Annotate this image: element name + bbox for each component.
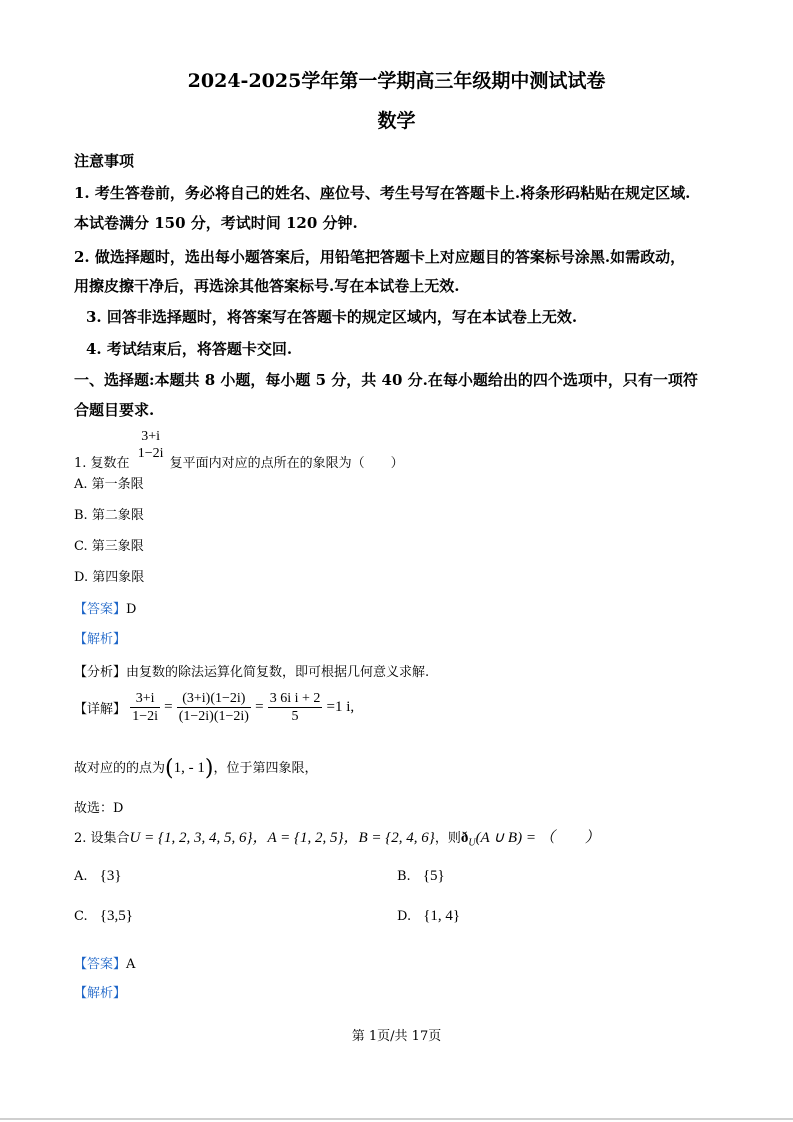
question-1-option-a: A. 第一条限 — [74, 477, 144, 492]
notice-heading: 注意事项 — [74, 152, 135, 170]
question-1-fenxi: 【分析】由复数的除法运算化简复数，即可根据几何意义求解. — [74, 665, 430, 680]
notice-item-1-line-2: 本试卷满分 150 分，考试时间 120 分钟. — [74, 214, 358, 232]
question-2-analysis-tag: 【解析】 — [74, 986, 127, 1001]
question-2-option-d: D. {1, 4} — [397, 908, 461, 924]
question-1-answer: 【答案】D — [74, 602, 137, 617]
question-1-fraction: 3+i 1−2i — [137, 429, 164, 461]
exam-title: 2024-2025学年第一学期高三年级期中测试试卷 — [187, 70, 606, 92]
equation-fraction-1: $\frac{3+i}{1-2i}$ — [132, 691, 158, 724]
notice-item-3: 3. 回答非选择题时，将答案写在答题卡的规定区域内，写在本试卷上无效. — [86, 308, 578, 326]
notice-item-4: 4. 考试结束后，将答题卡交回. — [86, 340, 293, 358]
question-2-option-b: B. {5} — [397, 868, 445, 884]
question-2-stem: 2. 设集合U = {1, 2, 3, 4, 5, 6}，A = {1, 2, 5}，B = {2, 4, 6}，则$ð_U(A$ ∪ B) = （ ） — [74, 830, 600, 849]
notice-item-2-line-1: 2. 做选择题时，选出每小题答案后，用铅笔把答题卡上对应题目的答案标号涂黑.如需政动， — [74, 248, 686, 266]
page-bottom-divider — [0, 1118, 793, 1120]
equation-fraction-2: $\frac{(3+i)(1-2i)}{(1-2i)(1-2i)}$ — [178, 691, 249, 724]
equation-result: =1 i, — [326, 699, 355, 715]
question-1-analysis-tag: 【解析】 — [74, 632, 127, 647]
page-number: 第 1页/共 17页 — [351, 1029, 442, 1044]
notice-item-1-line-1: 1. 考生答卷前，务必将自己的姓名、座位号、考生号写在答题卡上.将条形码粘贴在规定区域. — [74, 184, 691, 202]
section-heading-line-2: 合题目要求. — [74, 401, 155, 419]
question-1-point: 故对应的的点为(1, - 1)，位于第四象限， — [74, 756, 318, 781]
question-1-option-d: D. 第四象限 — [74, 570, 145, 585]
question-1-option-c: C. 第三象限 — [74, 539, 144, 554]
question-2-answer: 【答案】A — [74, 957, 136, 972]
question-2-option-c: C. {3,5} — [74, 908, 133, 924]
question-1-choose: 故选：D — [74, 801, 124, 816]
question-1-option-b: B. 第二象限 — [74, 508, 144, 523]
equation-fraction-3: $\frac{\text{3 6i i + 2}}{5}$ — [269, 691, 321, 724]
section-heading-line-1: 一、选择题:本题共 8 小题，每小题 5 分，共 40 分.在每小题给出的四个选项中，只有一项符 — [74, 371, 698, 389]
question-2-option-a: A. {3} — [74, 868, 122, 884]
question-1-stem: 1. 复数在 3+i 1−2i 复平面内对应的点所在的象限为（ ） — [74, 429, 404, 471]
subject-title: 数学 — [377, 110, 416, 132]
notice-item-2-line-2: 用擦皮擦干净后，再选涂其他答案标号.写在本试卷上无效. — [74, 277, 460, 295]
question-1-detail: 【详解】 $\frac{3+i}{1-2i}$ = $\frac{(3+i)(1-2i)}{(1-2i)(1-2i)}$ = $\frac{\text{3 6i i + 2}}{5}$ =1 i, — [74, 691, 355, 724]
